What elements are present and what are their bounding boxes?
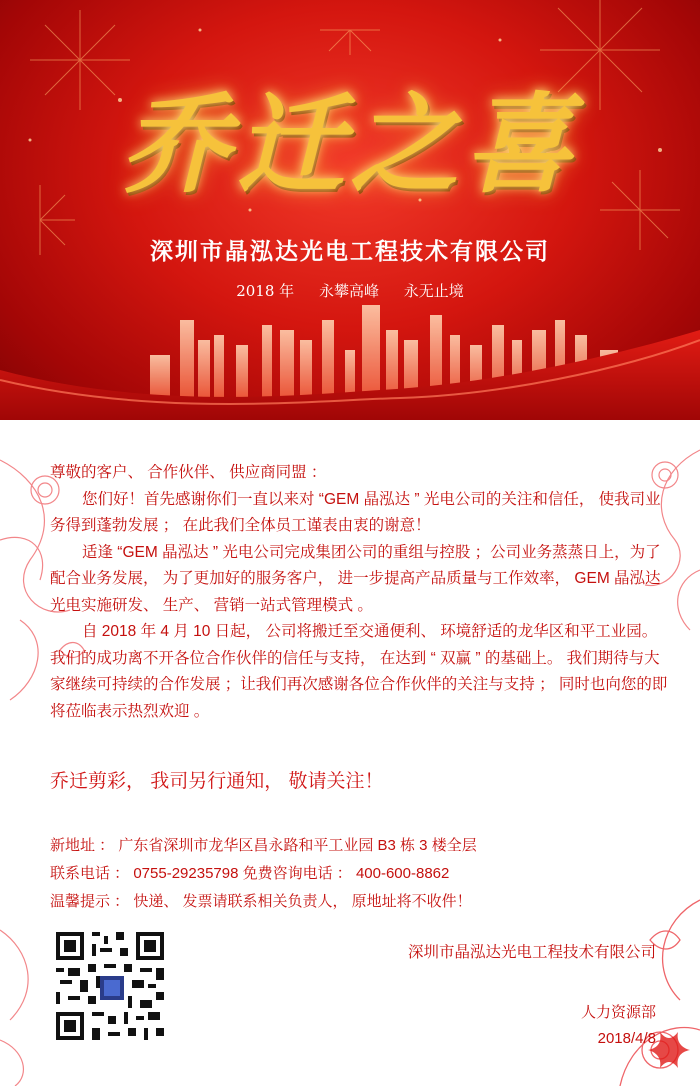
contact-phone: 联系电话 ： 0755-29235798 免费咨询电话 ： 400-600-8862 — [50, 865, 450, 882]
header-banner — [0, 0, 700, 420]
slogan-year: 2018 年 — [236, 282, 295, 300]
floral-decoration-bottom-left — [0, 900, 60, 1086]
banner-title: 乔迁之喜 — [121, 82, 578, 208]
signature-department: 人力资源部 — [580, 1004, 656, 1021]
letter-paragraph-2: 适逢 “GEM 晶泓达 ” 光电公司完成集团公司的重组与控股 ；公司业务蒸蒸日上，为了配合业务发展， 为了更加好的服务客户， 进一步提高产品质量与工作效率， GEM 晶泓达光电实施研发、 生产、 营销一站式管理模式 。 — [50, 543, 661, 614]
signature-company: 深圳市晶泓达光电工程技术有限公司 — [407, 944, 656, 961]
banner-company-name: 深圳市晶泓达光电工程技术有限公司 — [150, 238, 550, 265]
warm-tip: 温馨提示 ： 快递、 发票请联系相关负责人， 原地址将不收件！ — [50, 893, 472, 910]
city-skyline — [0, 300, 700, 420]
letter-greeting: 尊敬的客户、 合作伙伴、 供应商同盟 ： — [50, 464, 327, 481]
new-address: 新地址 ： 广东省深圳市龙华区昌永路和平工业园 B3 栋 3 楼全层 — [50, 837, 477, 854]
slogan-phrase-1: 永攀高峰 — [318, 282, 379, 300]
letter-paragraph-1: 您们好！首先感谢你们一直以来对 “GEM 晶泓达 ” 光电公司的关注和信任， 使我司业务得到蓬勃发展 ； 在此我们全体员工谨表由衷的谢意！ — [50, 490, 661, 534]
letter-paragraph-3: 自 2018 年 4 月 10 日起， 公司将搬迁至交通便利、 环境舒适的龙华区和平工业园。我们的成功离不开各位合作伙伴的信任与支持， 在达到 “ 双赢 ” 的基础上。 我们期待与大家继续可持续的合作发展 ；让我们再次感谢各位合作伙伴的关注与支持 ； 同时也向您的即将莅临表示热烈欢迎 。 — [50, 623, 668, 720]
banner-slogan — [0, 280, 700, 301]
signature-date: 2018/4/8 — [597, 1030, 656, 1047]
ribbon-cutting-notice: 乔迁剪彩， 我司另行通知， 敬请关注！ — [50, 771, 384, 792]
signature-block — [581, 1000, 656, 1052]
letter-body — [50, 460, 670, 725]
contact-info — [50, 832, 477, 916]
floral-decoration-bottom-right — [560, 880, 700, 1086]
slogan-phrase-2: 永无止境 — [403, 282, 464, 300]
qr-code-icon[interactable] — [52, 928, 168, 1044]
